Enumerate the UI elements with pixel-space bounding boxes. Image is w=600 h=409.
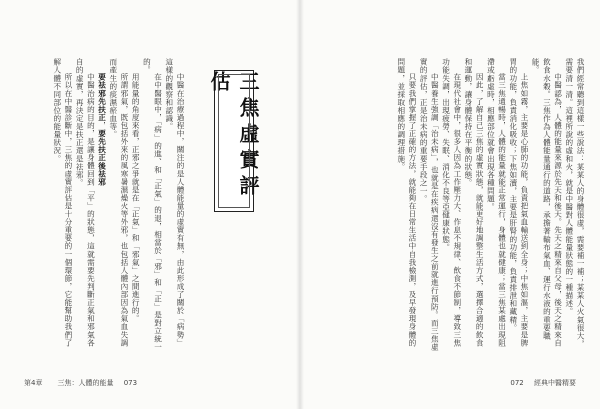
section-title: 三焦虛實評估 bbox=[207, 71, 260, 201]
right-paragraph: 因此，了解自己三焦的虛實狀態，就能更好地調整生活方式，選擇合適的飲食和運動，讓身體保持在平衡的狀態。 bbox=[463, 58, 485, 347]
right-paragraph: 上焦如霧，主要是心肺的功能，負責把氣血輸送到全身；中焦如漚，主要是脾胃的功能，負責消化吸收；下焦如瀆，主要是肝腎的功能，負責排泄和藏精。 bbox=[508, 58, 529, 347]
left-paragraph: 所謂邪氣，既包括外來的風寒暑濕燥火等外邪，也包括人體內部因為氣血失調而產生的痰濕瘀血等。 bbox=[108, 58, 129, 347]
right-paragraph: 當三焦通暢時，人體的能量就能正常運行，身體也就健康；當三焦某處出現阻滯或虧虛時，相應部位就會出現各種問題。 bbox=[486, 58, 507, 347]
book-gutter-shadow bbox=[296, 0, 304, 409]
left-paragraph: 要祛邪先扶正，要先扶正後祛邪 bbox=[97, 73, 107, 186]
right-page bbox=[300, 0, 600, 409]
right-paragraph: 在現代社會中，很多人因為工作壓力大、作息不規律、飲食不節制，導致三焦功能失調，出現疲勞、失眠、消化不良等亞健康狀態。 bbox=[441, 58, 462, 347]
right-page-body bbox=[314, 58, 586, 354]
bold-phrase: 要祛邪先扶正 bbox=[97, 73, 107, 122]
left-paragraph: 中醫在治療過程中，關注的是人體能量的虛實有無，由此形成了關於「病勢」這樣的觀察和認識。 bbox=[164, 58, 185, 347]
left-paragraph: 在中醫眼中，「病」的進、和「正氣」的退，相當於「邪」和「正」是對立統一的。 bbox=[142, 58, 163, 352]
right-paragraph: 中醫養生強調「治未病」，也就是在疾病還沒有發生之前就進行預防。而三焦虛實的評估，正是治未病的重要手段之一。 bbox=[419, 58, 440, 352]
page-number: 073 bbox=[123, 379, 138, 387]
chapter-label: 第4章 bbox=[24, 379, 43, 387]
bold-phrase: 要先扶正後祛邪 bbox=[97, 129, 107, 186]
left-paragraph: 中醫治病的目的，是讓身體回到「平」的狀態，這就需要先判斷正氣和邪氣各自的虛實，再決定是扶正還是祛邪。 bbox=[75, 58, 96, 347]
left-paragraph: 所以在中醫診斷中，三焦的虛實評估是十分重要的一個環節，它能幫助我們了解人體不同部位的能量狀況。 bbox=[52, 58, 73, 347]
right-footer bbox=[510, 378, 576, 388]
section-label: 三焦：人體的能量 bbox=[57, 379, 114, 387]
left-page-body bbox=[24, 58, 186, 354]
right-paragraph: 中醫認為，人體的能量來源於先天和後天。先天之精來自父母，後天之精來自飲食水穀。三焦作為人體能量通行的道路，承擔著輸布氣血、運行水液的重要職能。 bbox=[531, 58, 563, 347]
right-paragraph: 只要我們掌握了正確的方法，就能夠在日常生活中自我檢測，及早發現身體的問題，並採取相應的調理措施。 bbox=[396, 58, 417, 347]
page-number: 072 bbox=[510, 379, 524, 387]
right-paragraph: 我們經常聽到這樣一些說法：某某人的身體很虛，需要補一補；某某人火氣很大，需要清一清。這裡所說的虛和火，就是中醫對人體能量狀態的一種描述。 bbox=[564, 58, 585, 348]
left-paragraph: 用能量的角度來看，正邪之爭就是在「正氣」和「邪氣」之間進行的。 bbox=[131, 73, 141, 323]
left-footer bbox=[24, 378, 137, 388]
book-title: 經典中醫精要 bbox=[534, 379, 576, 387]
section-title-box bbox=[207, 70, 260, 212]
